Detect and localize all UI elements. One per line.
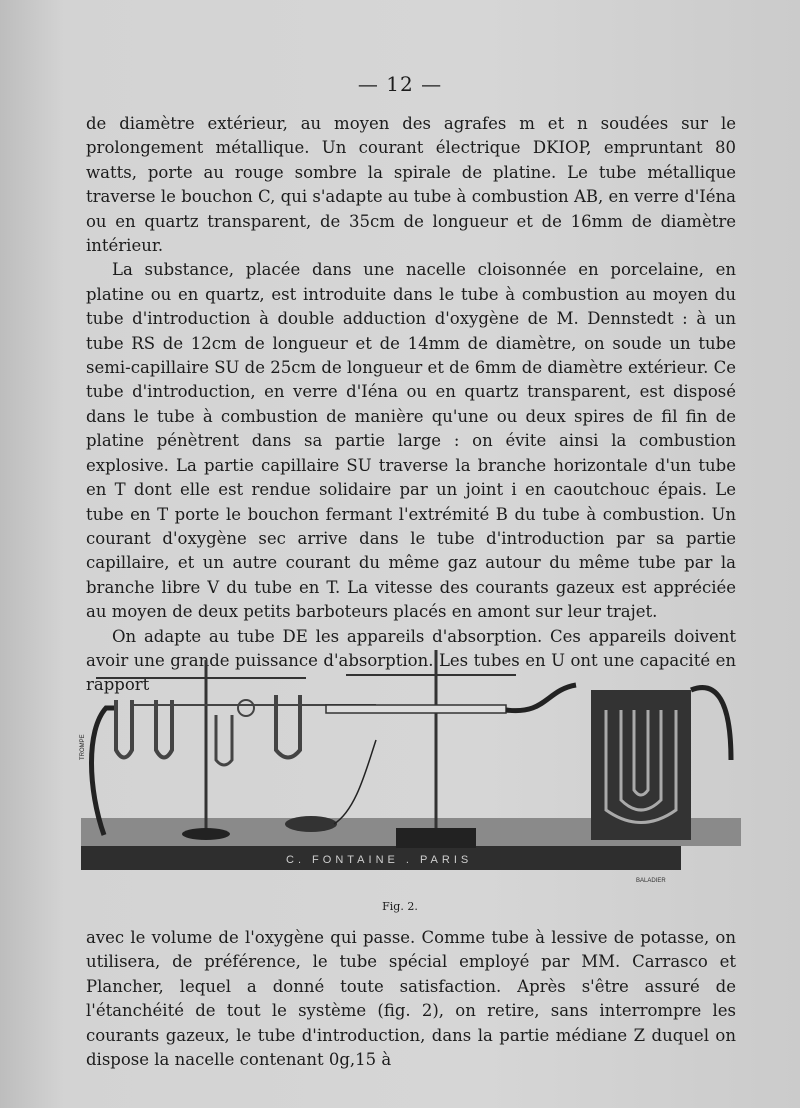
- bubbler: [216, 715, 232, 765]
- paragraph: La substance, placée dans une nacelle cloisonnée en porcelaine, en platine ou en quartz, est introduite dans le tube à combustion au moyen du tube d'introduction à double adduction d'oxygène de M. Dennstedt : à un tube RS de 12cm de longueur et de 14mm de diamètre, on soude un tube semi-capillaire SU de 25cm de longueur et de 6mm de diamètre extérieur. Ce tube d'introduction, en verre d'Iéna ou en quartz transparent, est disposé dans le tube à combustion de manière qu'une ou deux spires de fil fin de platine pénètrent dans sa partie large : on évite ainsi la combustion explosive. La partie capillaire SU traverse la branche horizontale d'un tube en T dont elle est rendue solidaire par un joint i en caoutchouc épais. Le tube en T porte le bouchon fermant l'extrémité B du tube à combustion. Un courant d'oxygène sec arrive dans le tube d'introduction par sa partie capillaire, et un autre courant du même gaz autour du même tube par la branche libre V du tube en T. La vitesse des courants gazeux est appréciée au moyen de deux petits barboteurs placés en amont sur leur trajet.: [86, 260, 736, 622]
- stand-base: [182, 828, 230, 840]
- rheostat: [285, 816, 337, 832]
- apparatus-figure: [76, 620, 746, 920]
- engraver-signature: BALADIER: [636, 878, 666, 884]
- table-inscription: C. FONTAINE . PARIS: [286, 854, 473, 866]
- rubber-tube: [506, 685, 576, 711]
- body-text-bottom: [86, 926, 736, 1072]
- outlet-tube: [691, 688, 731, 760]
- paragraph: On adapte au tube DE les appareils d'absorption. Ces appareils doivent avoir une grande puissance d'absorption. Les tubes en U ont une capacité en rapport: [86, 626, 736, 695]
- combustion-tube: [326, 705, 506, 713]
- body-text-top: [86, 112, 736, 698]
- trompe-hose: [92, 708, 117, 835]
- figure-caption: Fig. 2.: [382, 900, 418, 913]
- page-number: — 12 —: [357, 72, 443, 96]
- trompe-label: TROMPE: [80, 734, 86, 760]
- paragraph: avec le volume de l'oxygène qui passe. Comme tube à lessive de potasse, on utilisera, de préférence, le tube spécial employé par MM. Carrasco et Plancher, lequel a donné toute satisfaction. Après s'être assuré de l'étanchéité de tout le système (fig. 2), on retire, sans interrompre les courants gazeux, le tube d'introduction, dans la partie médiane Z duquel on dispose la nacelle contenant 0g,15 à: [86, 928, 736, 1070]
- apparatus-illustration: [76, 620, 746, 895]
- u-tube: [116, 700, 132, 758]
- stand-base: [396, 828, 476, 848]
- wire: [334, 740, 376, 824]
- bulb: [238, 700, 254, 716]
- paragraph: de diamètre extérieur, au moyen des agrafes m et n soudées sur le prolongement métallique. Un courant électrique DKIOP, empruntant 80 watts, porte au rouge sombre la spirale de platine. Le tube métallique traverse le bouchon C, qui s'adapte au tube à combustion AB, en verre d'Iéna ou en quartz transparent, de 35cm de longueur et de 16mm de diamètre intérieur.: [86, 114, 736, 256]
- u-tube: [156, 700, 172, 758]
